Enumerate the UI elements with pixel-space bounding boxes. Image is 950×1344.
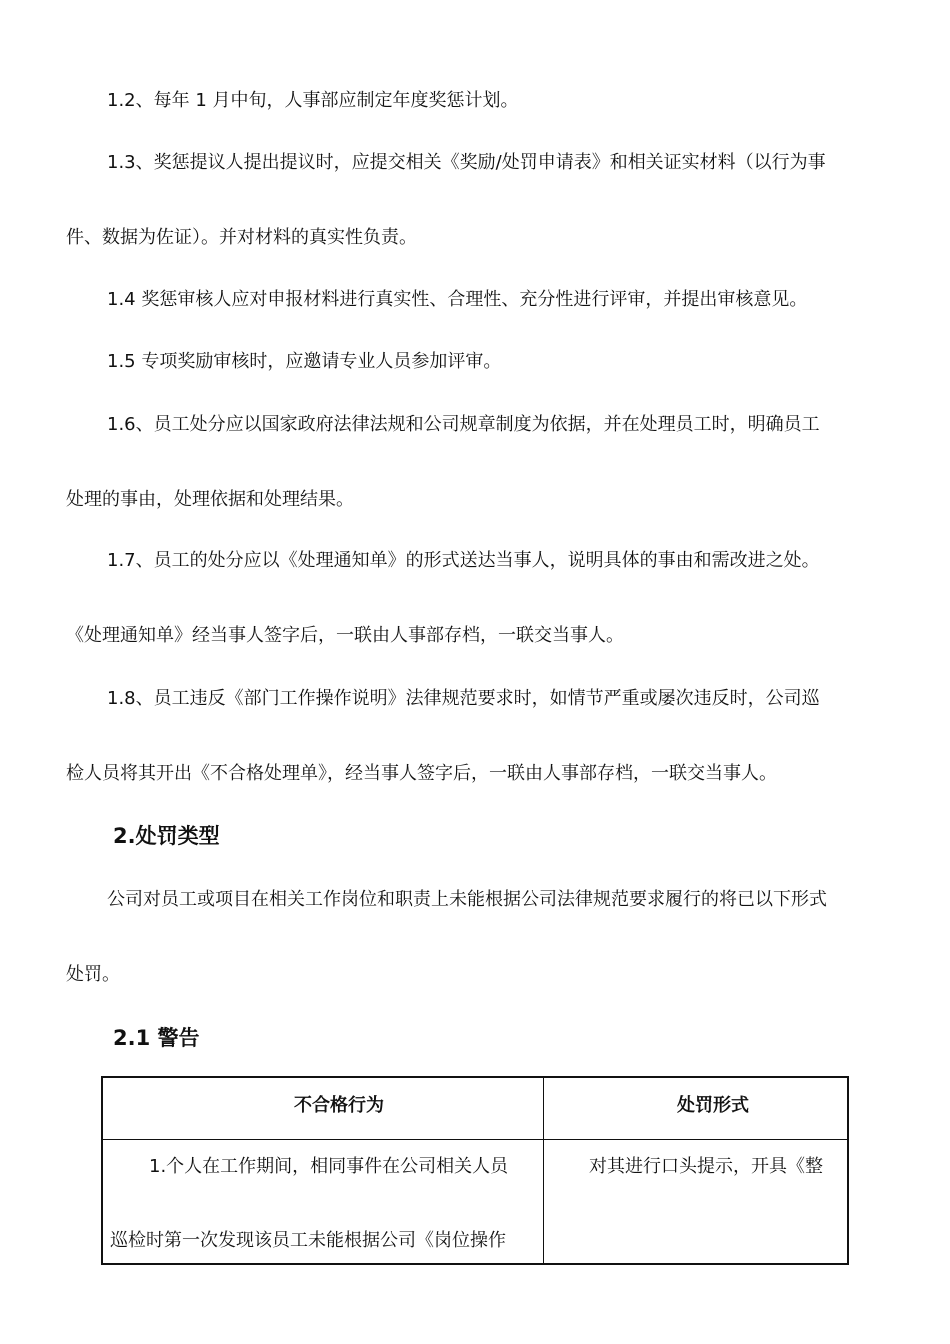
paragraph-1-8-line1: 1.8、员工违反《部门工作操作说明》法律规范要求时，如情节严重或屡次违反时，公司巡 [107, 688, 820, 709]
paragraph-1-6-line1: 1.6、员工处分应以国家政府法律法规和公司规章制度为依据，并在处理员工时，明确员工 [107, 414, 820, 435]
paragraph-2-line2: 处罚。 [66, 964, 120, 985]
table-header-penalty: 处罚形式 [677, 1095, 749, 1116]
warning-table [101, 1076, 849, 1265]
table-header-behavior: 不合格行为 [294, 1095, 384, 1116]
paragraph-1-4: 1.4 奖惩审核人应对申报材料进行真实性、合理性、充分性进行评审，并提出审核意见。 [107, 289, 808, 310]
paragraph-1-5: 1.5 专项奖励审核时，应邀请专业人员参加评审。 [107, 351, 502, 372]
table-column-divider [543, 1078, 544, 1263]
table-cell-behavior-line2: 巡检时第一次发现该员工未能根据公司《岗位操作 [110, 1230, 506, 1251]
paragraph-2-line1: 公司对员工或项目在相关工作岗位和职责上未能根据公司法律规范要求履行的将已以下形式 [107, 889, 827, 910]
paragraph-1-7-line2: 《处理通知单》经当事人签字后，一联由人事部存档，一联交当事人。 [66, 625, 624, 646]
table-cell-behavior-line1: 1.个人在工作期间，相同事件在公司相关人员 [149, 1156, 509, 1177]
paragraph-1-8-line2: 检人员将其开出《不合格处理单》，经当事人签字后，一联由人事部存档，一联交当事人。 [66, 763, 777, 784]
paragraph-1-7-line1: 1.7、员工的处分应以《处理通知单》的形式送达当事人，说明具体的事由和需改进之处。 [107, 550, 820, 571]
paragraph-1-6-line2: 处理的事由，处理依据和处理结果。 [66, 489, 354, 510]
section-heading-2: 2.处罚类型 [113, 824, 220, 848]
paragraph-1-3-line2: 件、数据为佐证）。并对材料的真实性负责。 [66, 227, 417, 248]
paragraph-1-2: 1.2、每年 1 月中旬，人事部应制定年度奖惩计划。 [107, 90, 519, 111]
paragraph-1-3-line1: 1.3、奖惩提议人提出提议时，应提交相关《奖励/处罚申请表》和相关证实材料（以行为事 [107, 152, 826, 173]
table-cell-penalty-line1: 对其进行口头提示，开具《整 [589, 1156, 823, 1177]
table-header-divider [103, 1139, 847, 1140]
section-heading-2-1: 2.1 警告 [113, 1026, 200, 1050]
